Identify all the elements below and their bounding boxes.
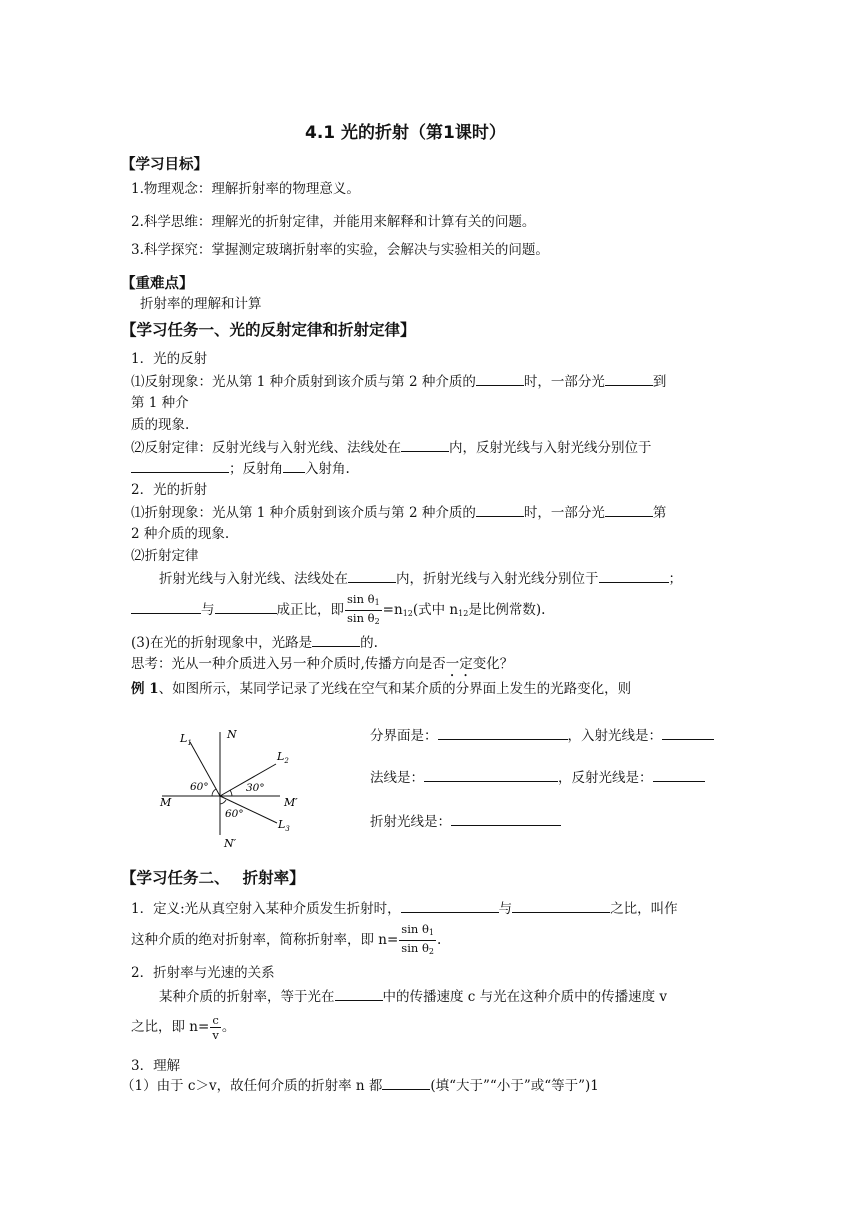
text: sin θ (347, 611, 375, 625)
goals-heading: 【学习目标】 (121, 157, 208, 173)
text: (式中 n (412, 602, 459, 618)
key-heading: 【重难点】 (121, 276, 194, 292)
c-over-v-fraction (210, 1013, 221, 1042)
text: L (278, 818, 286, 831)
text: (填“大于”“小于”或“等于”)1 (430, 1078, 599, 1094)
angle-arc (212, 789, 216, 796)
fraction-numerator (399, 922, 436, 941)
text: 这种介质的绝对折射率，简称折射率，即 n= (131, 932, 399, 948)
blank[interactable] (348, 570, 396, 583)
blank[interactable] (476, 373, 524, 386)
fraction-numerator (345, 592, 382, 611)
text: 思考：光从一种介质进入另一种介质时,传播方向是否 (131, 656, 446, 672)
blank[interactable] (424, 769, 558, 782)
text: 折射光线与入射光线、法线处在 (159, 571, 348, 587)
text: 到 (652, 374, 667, 390)
subscript: 3 (285, 825, 290, 833)
text: 时，一部分光 (523, 374, 605, 390)
text: 某种介质的折射率，等于光在 (159, 989, 335, 1005)
fraction-numerator: c (210, 1013, 221, 1028)
text: ，反射光线是： (558, 770, 653, 786)
task1-heading: 【学习任务一、光的反射定律和折射定律】 (121, 321, 416, 339)
section-reflection: 1．光的反射 (131, 351, 208, 367)
text: 入射角. (305, 461, 350, 477)
subscript: 1 (374, 598, 380, 607)
goal-item: 2.科学思维：理解光的折射定律，并能用来解释和计算有关的问题。 (131, 214, 536, 230)
text: 中的传播速度 c 与光在这种介质中的传播速度 v (382, 989, 668, 1005)
reflection-phenomenon-cont: 第 1 种介 (131, 395, 189, 411)
refraction-phenomenon-line (131, 504, 666, 521)
subscript: 2 (374, 617, 380, 626)
subscript: 2 (284, 757, 289, 765)
text: sin θ (401, 922, 429, 936)
text: 法线是： (370, 770, 424, 786)
text: 成正比，即 (276, 602, 344, 618)
example-1 (131, 681, 631, 697)
text: L (180, 732, 188, 745)
goal-item: 1.物理观念：理解折射率的物理意义。 (131, 181, 360, 197)
text: 与 (201, 602, 215, 618)
label-l2 (276, 750, 289, 765)
text: 时，一部分光 (523, 505, 605, 521)
goal-item: 3.科学探究：掌握测定玻璃折射率的实验，会解决与实验相关的问题。 (131, 242, 549, 258)
blank[interactable] (605, 373, 653, 386)
text: sin θ (401, 941, 429, 955)
speed-relation-line (159, 988, 667, 1005)
text: ⑵反射定律：反射光线与入射光线、法线处在 (131, 440, 401, 456)
text: 折射光线是： (370, 814, 451, 830)
label-l1 (179, 732, 192, 747)
text: 分界面是： (370, 728, 438, 744)
text: ； (668, 571, 682, 587)
definition-line (131, 900, 678, 917)
text: L (277, 750, 285, 763)
text: (3)在光的折射现象中，光路是 (131, 635, 313, 651)
text: 、如图所示，某同学记录了光线在空气和某介质的分界面上发生的光路变化，则 (158, 681, 632, 697)
blank[interactable] (335, 988, 383, 1001)
blank[interactable] (382, 1077, 430, 1090)
angle-60-bottom: 60° (225, 808, 244, 820)
text: ⑴折射现象：光从第 1 种介质射到该介质与第 2 种介质的 (131, 505, 476, 521)
subscript: 12 (458, 609, 469, 618)
reflection-law-cont (131, 460, 350, 477)
section-speed-relation: 2．折射率与光速的关系 (131, 965, 275, 981)
section-understanding: 3．理解 (131, 1058, 181, 1074)
think-question (131, 656, 513, 680)
text: 之比，叫作 (610, 901, 678, 917)
blank[interactable] (401, 900, 499, 913)
text: ，入射光线是： (567, 728, 662, 744)
emphasis-text: 一定 (445, 656, 473, 672)
fraction-denominator (345, 611, 382, 629)
label-n-prime: N′ (224, 837, 237, 850)
angle-30: 30° (246, 782, 265, 794)
refraction-law-heading: ⑵折射定律 (131, 548, 199, 564)
text: ⑴反射现象：光从第 1 种介质射到该介质与第 2 种介质的 (131, 374, 476, 390)
page-title: 4.1 光的折射（第1课时） (305, 123, 506, 143)
speed-formula-line (131, 1013, 235, 1042)
label-l3 (277, 818, 290, 833)
blank[interactable] (599, 570, 669, 583)
text: =n (382, 602, 403, 618)
text: . (436, 932, 442, 948)
text: 是比例常数). (468, 602, 546, 618)
question-refracted (370, 813, 561, 830)
reversibility-line (131, 634, 378, 651)
subscript: 1 (428, 928, 434, 937)
fraction-denominator (399, 941, 436, 959)
text: 1．定义:光从真空射入某种介质发生折射时， (131, 901, 401, 917)
blank[interactable] (662, 727, 714, 740)
blank[interactable] (451, 813, 561, 826)
label-m-prime: M′ (284, 796, 298, 809)
angle-arc (230, 790, 232, 796)
text: 内，折射光线与入射光线分别位于 (396, 571, 599, 587)
angle-60-top: 60° (190, 781, 209, 793)
question-interface (370, 727, 714, 744)
text: 第 (652, 505, 667, 521)
blank[interactable] (605, 504, 653, 517)
example-label: 例 1 (131, 681, 159, 697)
text: （1）由于 c＞v，故任何介质的折射率 n 都 (121, 1078, 383, 1094)
refraction-phenomenon-cont: 2 种介质的现象. (131, 526, 230, 542)
subscript: 1 (187, 739, 192, 747)
refraction-law-line (159, 570, 682, 587)
reflection-phenomenon-cont: 质的现象. (131, 417, 190, 433)
reflection-phenomenon-line (131, 373, 666, 390)
key-text: 折射率的理解和计算 (140, 296, 262, 312)
blank[interactable] (438, 727, 568, 740)
task2-heading: 【学习任务二、 折射率】 (121, 869, 305, 887)
text: 之比，即 n= (131, 1019, 210, 1035)
subscript: 2 (428, 947, 434, 956)
refraction-diagram (150, 720, 310, 855)
blank[interactable] (653, 769, 705, 782)
blank[interactable] (476, 504, 524, 517)
label-n: N (227, 728, 237, 741)
understanding-item-1 (121, 1077, 599, 1094)
section-refraction: 2．光的折射 (131, 482, 208, 498)
definition-formula-line (131, 922, 441, 959)
sine-ratio-fraction (345, 592, 382, 629)
text: 内，反射光线与入射光线分别位于 (449, 440, 652, 456)
text: 。 (221, 1019, 236, 1035)
label-m: M (160, 796, 172, 809)
question-normal (370, 769, 705, 786)
reflection-law-line (131, 439, 652, 456)
blank[interactable] (512, 900, 610, 913)
blank[interactable] (131, 460, 229, 473)
blank[interactable] (312, 634, 360, 647)
text: 与 (498, 901, 513, 917)
blank[interactable] (401, 439, 449, 452)
subscript: 12 (402, 609, 413, 618)
refraction-law-formula-line (131, 592, 545, 629)
fraction-denominator: v (212, 1028, 219, 1042)
text: ；反射角 (229, 461, 283, 477)
blank[interactable] (131, 601, 201, 614)
text: sin θ (347, 592, 375, 606)
angle-arc (220, 800, 226, 804)
blank[interactable] (215, 601, 277, 614)
sine-ratio-fraction (399, 922, 436, 959)
blank[interactable] (283, 460, 305, 473)
text: 变化？ (472, 656, 514, 672)
text: 的. (360, 635, 378, 651)
